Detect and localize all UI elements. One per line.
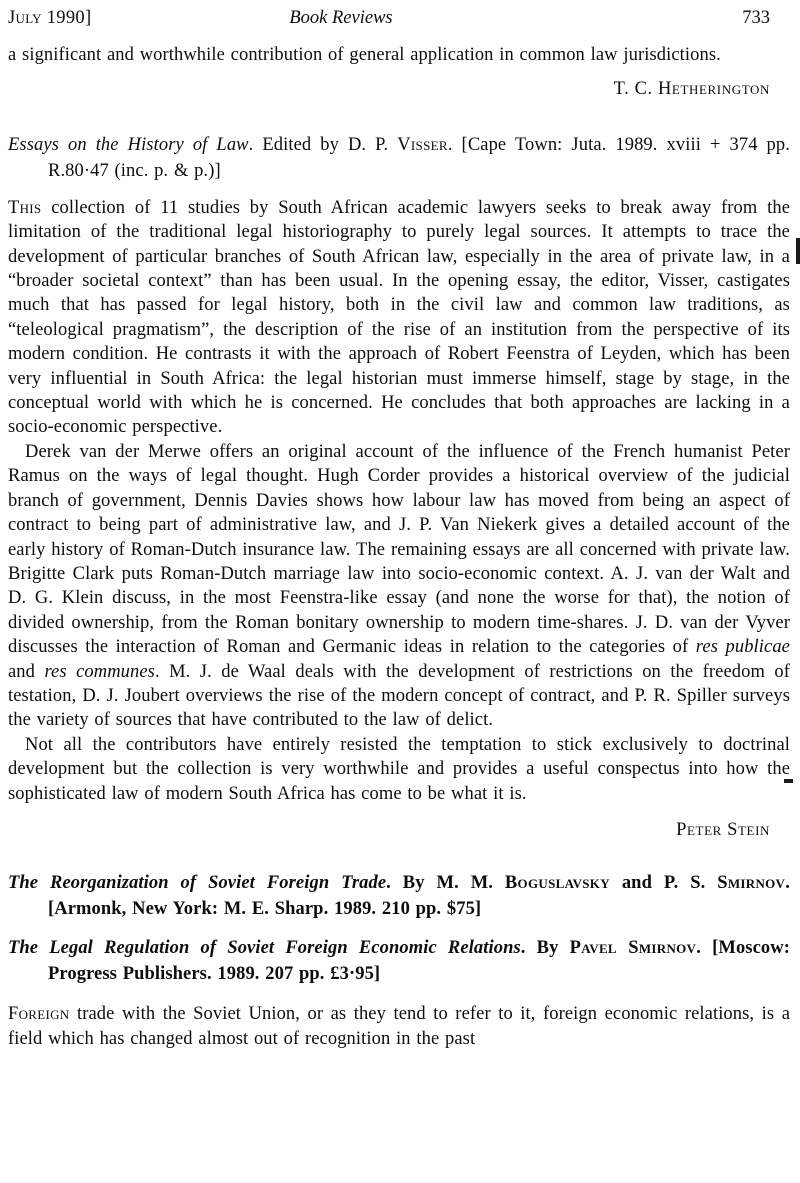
text-segment: The Legal Regulation of Soviet Foreign Economic Relations	[8, 938, 521, 959]
text-segment: and P. S.	[609, 873, 718, 894]
page-header	[8, 6, 790, 30]
text-segment: . By	[520, 938, 570, 959]
book-citation-legal-regulation	[8, 935, 790, 987]
text-segment: Smirnov	[717, 873, 786, 894]
text-segment: res communes	[44, 661, 155, 682]
text-segment: This	[8, 197, 42, 218]
scan-artifact	[796, 238, 800, 264]
reviewer-signature-hetherington: T. C. Hetherington	[613, 79, 770, 100]
text-segment: . Edited by D. P.	[248, 134, 398, 155]
text-segment: Visser	[397, 134, 448, 155]
scan-artifact	[784, 779, 793, 783]
page-number: 733	[742, 8, 770, 28]
text-segment: collection of 11 studies by South African academic lawyers seeks to break away from the limitation of the traditional legal historiography to purely legal sources. It attempts to trace the development of particular branches of South African law, especially in the area of private law, in a “broader societal context” than has been usual. In the opening essay, the editor, Visser, castigates much that has passed for legal history, both in the civil law and common law traditions, as “teleological pragmatism”, the description of the rise of an institution from the perspective of its modern condition. He contrasts it with the approach of Robert Feenstra of Leyden, which has been very influential in South Africa: the legal historian must immerse himself, stage by stage, in the conceptual world with which he is concerned. He concludes that both approaches are lacking in a socio-economic perspective.	[8, 197, 790, 438]
text-segment: Pavel Smirnov	[569, 938, 697, 959]
text-segment: . [Armonk, New York: M. E. Sharp. 1989. 210 pp. $75]	[48, 873, 790, 920]
text-segment: . [Cape Town: Juta. 1989. xviii + 374 pp. R.80·47 (inc. p. & p.)]	[48, 134, 790, 181]
book-citation-reorganization	[8, 870, 790, 922]
book-citation-essays	[8, 132, 790, 184]
text-segment: . By M. M.	[386, 873, 505, 894]
text-segment: Derek van der Merwe offers an original account of the influence of the French humanist Peter Ramus on the ways of legal thought. Hugh Corder provides a historical overview of the judicial branch of government, Dennis Davies shows how labour law has moved from being an aspect of contract to being part of administrative law, and J. P. Van Niekerk gives a detailed account of the early history of Roman-Dutch insurance law. The remaining essays are all concerned with private law. Brigitte Clark puts Roman-Dutch marriage law into socio-economic context. A. J. van der Walt and D. G. Klein discuss, in the most Feenstra-like essay (and none the worse for that), the notion of divided ownership, from the Roman bonitary ownership to modern time-shares. J. D. van der Vyver discusses the interaction of Roman and Germanic ideas in relation to the categories of	[8, 441, 790, 658]
text-segment: The Reorganization of Soviet Foreign Trade	[8, 873, 387, 894]
paragraph-essays-1	[8, 196, 790, 440]
text-segment: Foreign	[8, 1004, 70, 1025]
paragraph-soviet-1	[8, 1002, 790, 1051]
text-segment: and	[8, 661, 45, 682]
text-segment: trade with the Soviet Union, or as they tend to refer to it, foreign economic relations, is a field which has changed almost out of recognition in the past	[8, 1004, 790, 1049]
journal-section-title: Book Reviews	[289, 8, 393, 28]
paragraph-essays-2	[8, 440, 790, 733]
text-segment: res publicae	[695, 637, 790, 658]
text-segment: Boguslavsky	[504, 873, 610, 894]
reviewer-signature-stein: Peter Stein	[676, 819, 770, 840]
text-segment: Essays on the History of Law	[8, 134, 249, 155]
previous-review-continuation: a significant and worthwhile contribution of general application in common law jurisdictions.	[8, 45, 721, 65]
journal-date: July 1990]	[8, 8, 92, 28]
text-segment: . [Moscow: Progress Publishers. 1989. 207 pp. £3·95]	[48, 938, 790, 985]
paragraph-essays-3: Not all the contributors have entirely resisted the temptation to stick exclusively to doctrinal development but the collection is very worthwhile and provides a useful conspectus into how the sophisticated law of modern South Africa has come to be what it is.	[8, 734, 790, 804]
text-segment: . M. J. de Waal deals with the development of restrictions on the freedom of testation, D. J. Joubert overviews the rise of the modern concept of contract, and P. R. Spiller surveys the variety of sources that have contributed to the law of delict.	[8, 661, 790, 731]
